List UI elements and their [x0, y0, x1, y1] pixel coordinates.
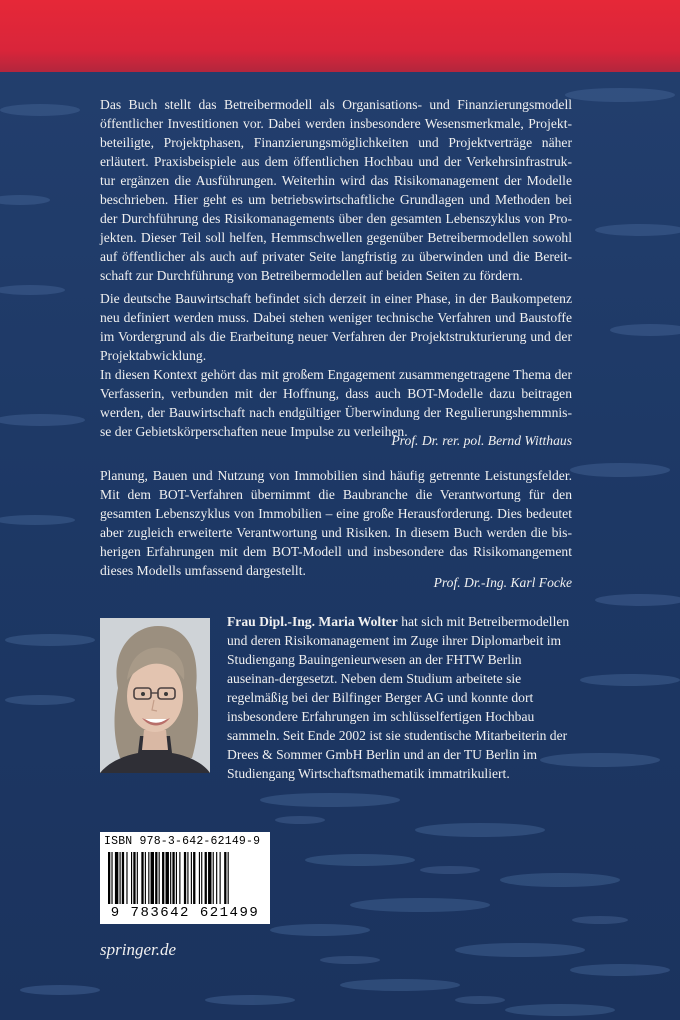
barcode-bar [228, 852, 229, 904]
barcode-bar [141, 852, 143, 904]
signature-witthaus: Prof. Dr. rer. pol. Bernd Witthaus [391, 433, 572, 448]
barcode-bar [187, 852, 188, 904]
barcode-bar [159, 852, 160, 904]
barcode-bar [166, 852, 169, 904]
publisher-website: springer.de [100, 940, 177, 959]
barcode-bar [131, 852, 132, 904]
barcode-bar [216, 852, 217, 904]
barcode-bar [170, 852, 171, 904]
barcode-bar [151, 852, 154, 904]
barcode-bar [213, 852, 214, 904]
barcode-bar [220, 852, 221, 904]
barcode-bar [120, 852, 121, 904]
barcode-bar [137, 852, 138, 904]
blurb-paragraph-2 [100, 289, 572, 441]
barcode-bar [199, 852, 200, 904]
isbn-label: ISBN 978-3-642-62149-9 [104, 835, 261, 848]
blurb-paragraph-3: Planung, Bauen und Nutzung von Immobilien sind häufig getrennte Leistungsfelder. Mit dem BOT-Verfahren übernimmt die Baubranche die Verantwortung für den gesamten Lebenszyklus von Immobilien – eine große Herausforderung. Dies bedeutet aber zugleich erweiterte Verantwortung und Risiken. In diesem Buch werden die bis-herigen Erfahrungen mit dem BOT-Modell und insbesondere das Risikomangement dieses Modells umfassend dargestellt. [100, 468, 572, 578]
barcode-bar [172, 852, 174, 904]
barcode-bar [179, 852, 180, 904]
barcode-bar [184, 852, 186, 904]
blurb-paragraph-1: Das Buch stellt das Betreibermodell als Organisations- und Finanzierungsmodell öffentlicher Investitionen vor. Dabei werden insbesondere Wesensmerkmale, Projekt-beteiligte, Projektphasen, Finanzierungsmöglichkeiten und Projektverträge näher erläutert. Praxisbeispiele aus dem öffentlichen Hochbau und der Verkehrsinfrastruk-tur ergänzen die Ausführungen. Weiterhin wird das Risikomanagement der Modelle beschrieben. Hier geht es um betriebswirtschaftliche Grundlagen und Methoden bei der Durchführung des Risikomanagements über den gesamten Lebenszyklus von Pro-jekten. Dieser Teil soll helfen, Hemmschwellen gegenüber Betreibermodellen sowohl auf öffentlicher als auch auf privater Seite langfristig zu überwinden und die Bereit-schaft zur Durchführung von Betreibermodellen auf beiden Seiten zu fördern. [100, 97, 572, 283]
blurb-paragraph-2a: Die deutsche Bauwirtschaft befindet sich derzeit in einer Phase, in der Baukompetenz neu definiert werden muss. Dabei stehen weniger technische Verfahren und Baustoffe im Vordergrund als die Erarbeitung neuer Verfahren der Projektstrukturierung und der Projektabwicklung. [100, 291, 572, 363]
barcode-bar [122, 852, 124, 904]
author-photo [100, 618, 210, 773]
barcode-bar [193, 852, 195, 904]
barcode-bar [126, 852, 127, 904]
barcode-bar [205, 852, 207, 904]
barcode-bar [224, 852, 226, 904]
barcode-bar [155, 852, 157, 904]
barcode-bar [191, 852, 192, 904]
blurb-paragraph-2b: In diesen Kontext gehört das mit großem Engagement zusammengetragene Thema der Verfasserin, verbunden mit der Hoffnung, dass auch BOT-Modelle dazu beitragen werden, der Bauwirtschaft nach endgültiger Überwindung der Regulierungshemmnis-se der Gebietskörperschaften neue Impulse zu verleihen. [100, 367, 572, 439]
barcode-bar [133, 852, 135, 904]
author-name: Frau Dipl.-Ing. Maria Wolter [227, 614, 398, 629]
barcode-bar [108, 852, 110, 904]
barcode-bar [145, 852, 146, 904]
author-bio-text: hat sich mit Betreibermodellen und deren Risikomanagement im Zuge ihrer Diplomarbeit im Studiengang Bauingenieurwesen an der FHTW Berlin auseinan-dergesetzt. Neben dem Studium arbeitete sie regelmäßig bei der Bilfinger Berger AG und konnte dort insbesondere Erfahrungen im schlüsselfertigen Hochbau sammeln. Seit Ende 2002 ist sie studentische Mitarbeiterin der Drees & Sommer GmbH Berlin und an der TU Berlin im Studiengang Wirtschaftsmathematik immatrikuliert. [227, 614, 570, 781]
barcode-bar [176, 852, 177, 904]
barcode-bar [162, 852, 164, 904]
barcode [104, 852, 266, 904]
barcode-bar [148, 852, 149, 904]
signature-focke: Prof. Dr.-Ing. Karl Focke [433, 575, 572, 590]
barcode-bar [208, 852, 211, 904]
author-bio [227, 612, 577, 783]
barcode-bar [111, 852, 112, 904]
ean-number: 9 783642 621499 [110, 905, 260, 921]
barcode-bar [201, 852, 202, 904]
barcode-bar [115, 852, 118, 904]
